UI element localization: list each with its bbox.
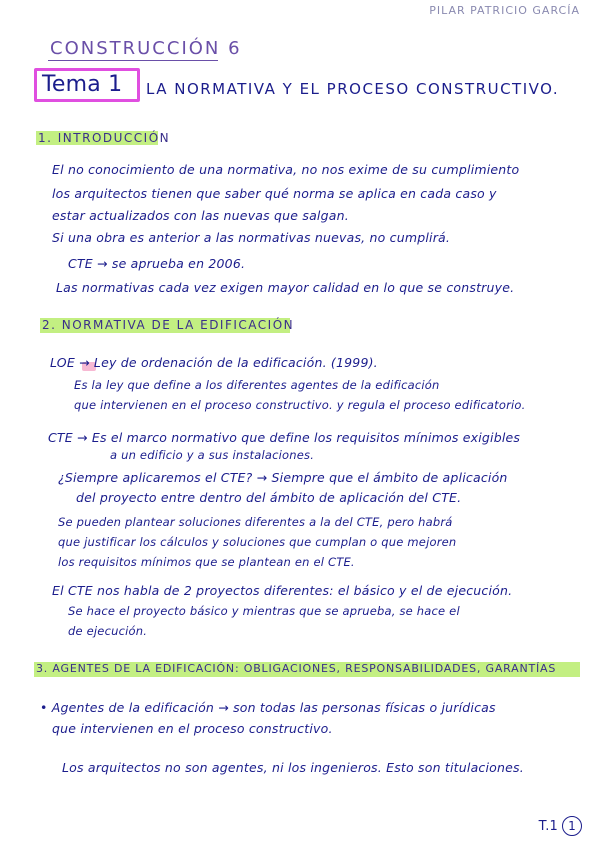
page-prefix: T.1 (538, 819, 558, 834)
section-2-line-13: de ejecución. (68, 624, 148, 638)
section-2-line-8: Se pueden plantear soluciones diferentes a la del CTE, pero habrá (58, 515, 453, 529)
section-2-line-12: Se hace el proyecto básico y mientras que se aprueba, se hace el (68, 604, 460, 618)
section-2-line-6: ¿Siempre aplicaremos el CTE? → Siempre que el ámbito de aplicación (58, 470, 508, 485)
section-2-line-4: CTE → Es el marco normativo que define los requisitos mínimos exigibles (48, 430, 521, 445)
page-number-circle: 1 (562, 816, 582, 836)
subject-underline (48, 60, 218, 61)
section-2-line-1: LOE → Ley de ordenación de la edificación. (1999). (50, 355, 378, 370)
section-1-heading: 1. INTRODUCCIÓN (38, 131, 171, 145)
section-3-line-3: Los arquitectos no son agentes, ni los ingenieros. Esto son titulaciones. (62, 760, 524, 775)
author-name: PILAR PATRICIO GARCÍA (429, 4, 580, 17)
section-2-line-2: Es la ley que define a los diferentes agentes de la edificación (74, 378, 440, 392)
section-1-line-6: Las normativas cada vez exigen mayor calidad en lo que se construye. (56, 280, 515, 295)
section-1-line-5: CTE → se aprueba en 2006. (68, 256, 246, 271)
section-1-line-2: los arquitectos tienen que saber qué norma se aplica en cada caso y (52, 186, 497, 201)
section-2-heading: 2. NORMATIVA DE LA EDIFICACIÓN (42, 318, 295, 332)
section-2-line-7: del proyecto entre dentro del ámbito de aplicación del CTE. (76, 490, 462, 505)
section-2-line-5: a un edificio y a sus instalaciones. (110, 448, 315, 462)
section-3-line-1: • Agentes de la edificación → son todas las personas físicas o jurídicas (40, 700, 496, 715)
tema-label: Tema 1 (42, 72, 123, 97)
section-2-line-3: que intervienen en el proceso constructivo. y regula el proceso edificatorio. (74, 398, 526, 412)
section-1-line-1: El no conocimiento de una normativa, no nos exime de su cumplimiento (52, 162, 520, 177)
section-1-line-4: Si una obra es anterior a las normativas nuevas, no cumplirá. (52, 230, 451, 245)
section-2-line-11: El CTE nos habla de 2 proyectos diferentes: el básico y el de ejecución. (52, 583, 513, 598)
section-2-line-10: los requisitos mínimos que se plantean en el CTE. (58, 555, 355, 569)
subject-title: CONSTRUCCIÓN 6 (50, 38, 242, 59)
section-2-line-9: que justificar los cálculos y soluciones que cumplan o que mejoren (58, 535, 457, 549)
page-number (539, 816, 582, 836)
tema-title: LA NORMATIVA Y EL PROCESO CONSTRUCTIVO. (146, 80, 560, 98)
section-1-line-3: estar actualizados con las nuevas que salgan. (52, 208, 349, 223)
section-3-heading: 3. AGENTES DE LA EDIFICACIÓN: OBLIGACIONES, RESPONSABILIDADES, GARANTÍAS (36, 662, 557, 675)
section-3-line-2: que intervienen en el proceso constructivo. (52, 721, 333, 736)
